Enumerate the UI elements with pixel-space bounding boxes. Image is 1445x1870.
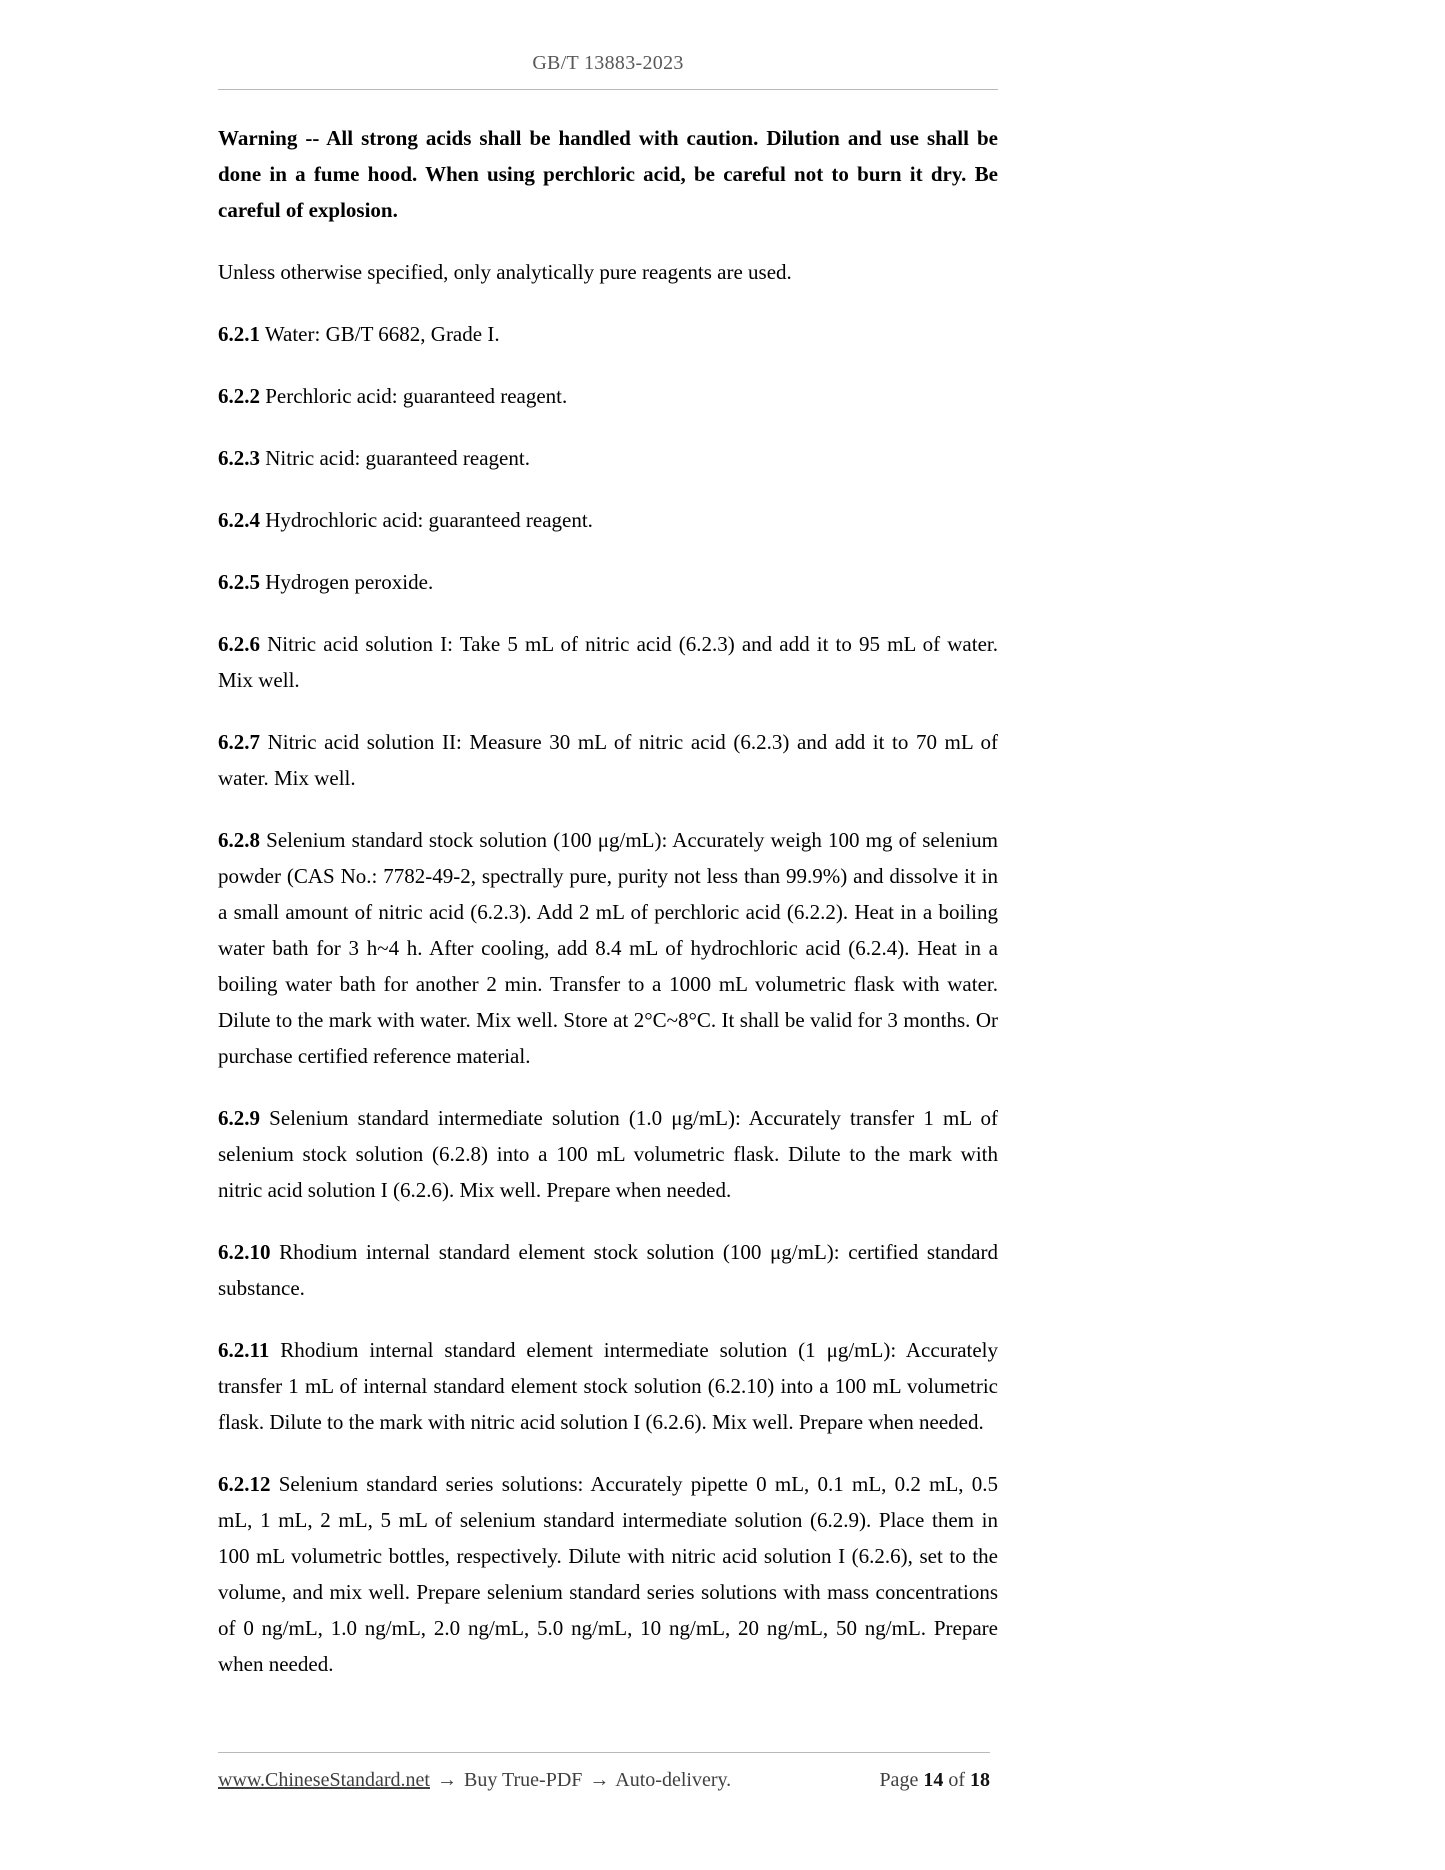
clause-paragraph [218, 440, 998, 476]
clause-paragraph [218, 1234, 998, 1306]
footer-left [218, 1769, 731, 1792]
clause-paragraph [218, 502, 998, 538]
footer-divider [218, 1752, 990, 1753]
warning-paragraph: Warning -- All strong acids shall be handled with caution. Dilution and use shall be done in a fume hood. When using perchloric acid, be careful not to burn it dry. Be careful of explosion. [218, 126, 998, 222]
intro-paragraph: Unless otherwise specified, only analytically pure reagents are used. [218, 260, 792, 284]
footer-delivery-text: Auto-delivery. [615, 1769, 732, 1791]
website-link[interactable]: www.ChineseStandard.net [218, 1769, 430, 1791]
clause-paragraph [218, 1100, 998, 1208]
clause-text: Selenium standard stock solution (100 μg/mL): Accurately weigh 100 mg of selenium powder (CAS No.: 7782-49-2, spectrally pure, purity not less than 99.9%) and dissolve it in a small amount of nitric acid (6.2.3). Add 2 mL of perchloric acid (6.2.2). Heat in a boiling water bath for 3 h~4 h. After cooling, add 8.4 mL of hydrochloric acid (6.2.4). Heat in a boiling water bath for another 2 min. Transfer to a 1000 mL volumetric flask with water. Dilute to the mark with water. Mix well. Store at 2°C~8°C. It shall be valid for 3 months. Or purchase certified reference material. [218, 828, 999, 1068]
clause-number: 6.2.7 [218, 730, 260, 754]
clause-paragraph [218, 1332, 998, 1440]
clause-text: Perchloric acid: guaranteed reagent. [265, 384, 568, 408]
clause-number: 6.2.2 [218, 384, 260, 408]
document-body [218, 90, 998, 1682]
clause-number: 6.2.11 [218, 1338, 270, 1362]
clause-text: Nitric acid: guaranteed reagent. [265, 446, 530, 470]
content-column [218, 0, 998, 1708]
clause-paragraph [218, 378, 998, 414]
clause-number: 6.2.12 [218, 1472, 271, 1496]
clause-number: 6.2.10 [218, 1240, 271, 1264]
page-number: 14 [923, 1769, 944, 1791]
clause-text: Nitric acid solution II: Measure 30 mL of nitric acid (6.2.3) and add it to 70 mL of water. Mix well. [218, 730, 999, 790]
clause-text: Hydrochloric acid: guaranteed reagent. [265, 508, 593, 532]
clause-paragraph [218, 724, 998, 796]
clause-text: Selenium standard intermediate solution (1.0 μg/mL): Accurately transfer 1 mL of selenium stock solution (6.2.8) into a 100 mL volumetric flask. Dilute to the mark with nitric acid solution I (6.2.6). Mix well. Prepare when needed. [218, 1106, 999, 1202]
clause-paragraph [218, 822, 998, 1074]
page-indicator [879, 1769, 990, 1792]
clause-number: 6.2.4 [218, 508, 260, 532]
document-number: GB/T 13883-2023 [532, 52, 684, 74]
page-footer [218, 1752, 990, 1792]
footer-buy-text: Buy True-PDF [464, 1769, 583, 1791]
clause-text: Nitric acid solution I: Take 5 mL of nitric acid (6.2.3) and add it to 95 mL of water. Mix well. [218, 632, 998, 692]
clause-text: Selenium standard series solutions: Accurately pipette 0 mL, 0.1 mL, 0.2 mL, 0.5 mL, 1 mL, 2 mL, 5 mL of selenium standard intermediate solution (6.2.9). Place them in 100 mL volumetric bottles, respectively. Dilute with nitric acid solution I (6.2.6), set to the volume, and mix well. Prepare selenium standard series solutions with mass concentrations of 0 ng/mL, 1.0 ng/mL, 2.0 ng/mL, 5.0 ng/mL, 10 ng/mL, 20 ng/mL, 50 ng/mL. Prepare when needed. [218, 1472, 999, 1676]
arrow-icon: → [437, 1769, 457, 1791]
clause-number: 6.2.9 [218, 1106, 260, 1130]
clause-paragraph [218, 316, 998, 352]
clause-text: Water: GB/T 6682, Grade I. [264, 322, 500, 346]
clause-text: Rhodium internal standard element stock solution (100 μg/mL): certified standard substance. [218, 1240, 998, 1300]
arrow-icon: → [589, 1769, 610, 1791]
total-pages: 18 [970, 1769, 990, 1791]
clause-number: 6.2.8 [218, 828, 260, 852]
clause-paragraph [218, 564, 998, 600]
clause-number: 6.2.6 [218, 632, 260, 656]
clause-number: 6.2.1 [218, 322, 260, 346]
clause-paragraph [218, 626, 998, 698]
of-label: of [948, 1769, 965, 1791]
clause-paragraph [218, 1466, 998, 1682]
page-header [218, 0, 998, 75]
clause-text: Hydrogen peroxide. [265, 570, 434, 594]
clause-number: 6.2.3 [218, 446, 260, 470]
clause-text: Rhodium internal standard element intermediate solution (1 μg/mL): Accurately transfer 1 mL of internal standard element stock solution (6.2.10) into a 100 mL volumetric flask. Dilute to the mark with nitric acid solution I (6.2.6). Mix well. Prepare when needed. [218, 1338, 999, 1434]
page-label: Page [879, 1769, 919, 1791]
clause-number: 6.2.5 [218, 570, 260, 594]
